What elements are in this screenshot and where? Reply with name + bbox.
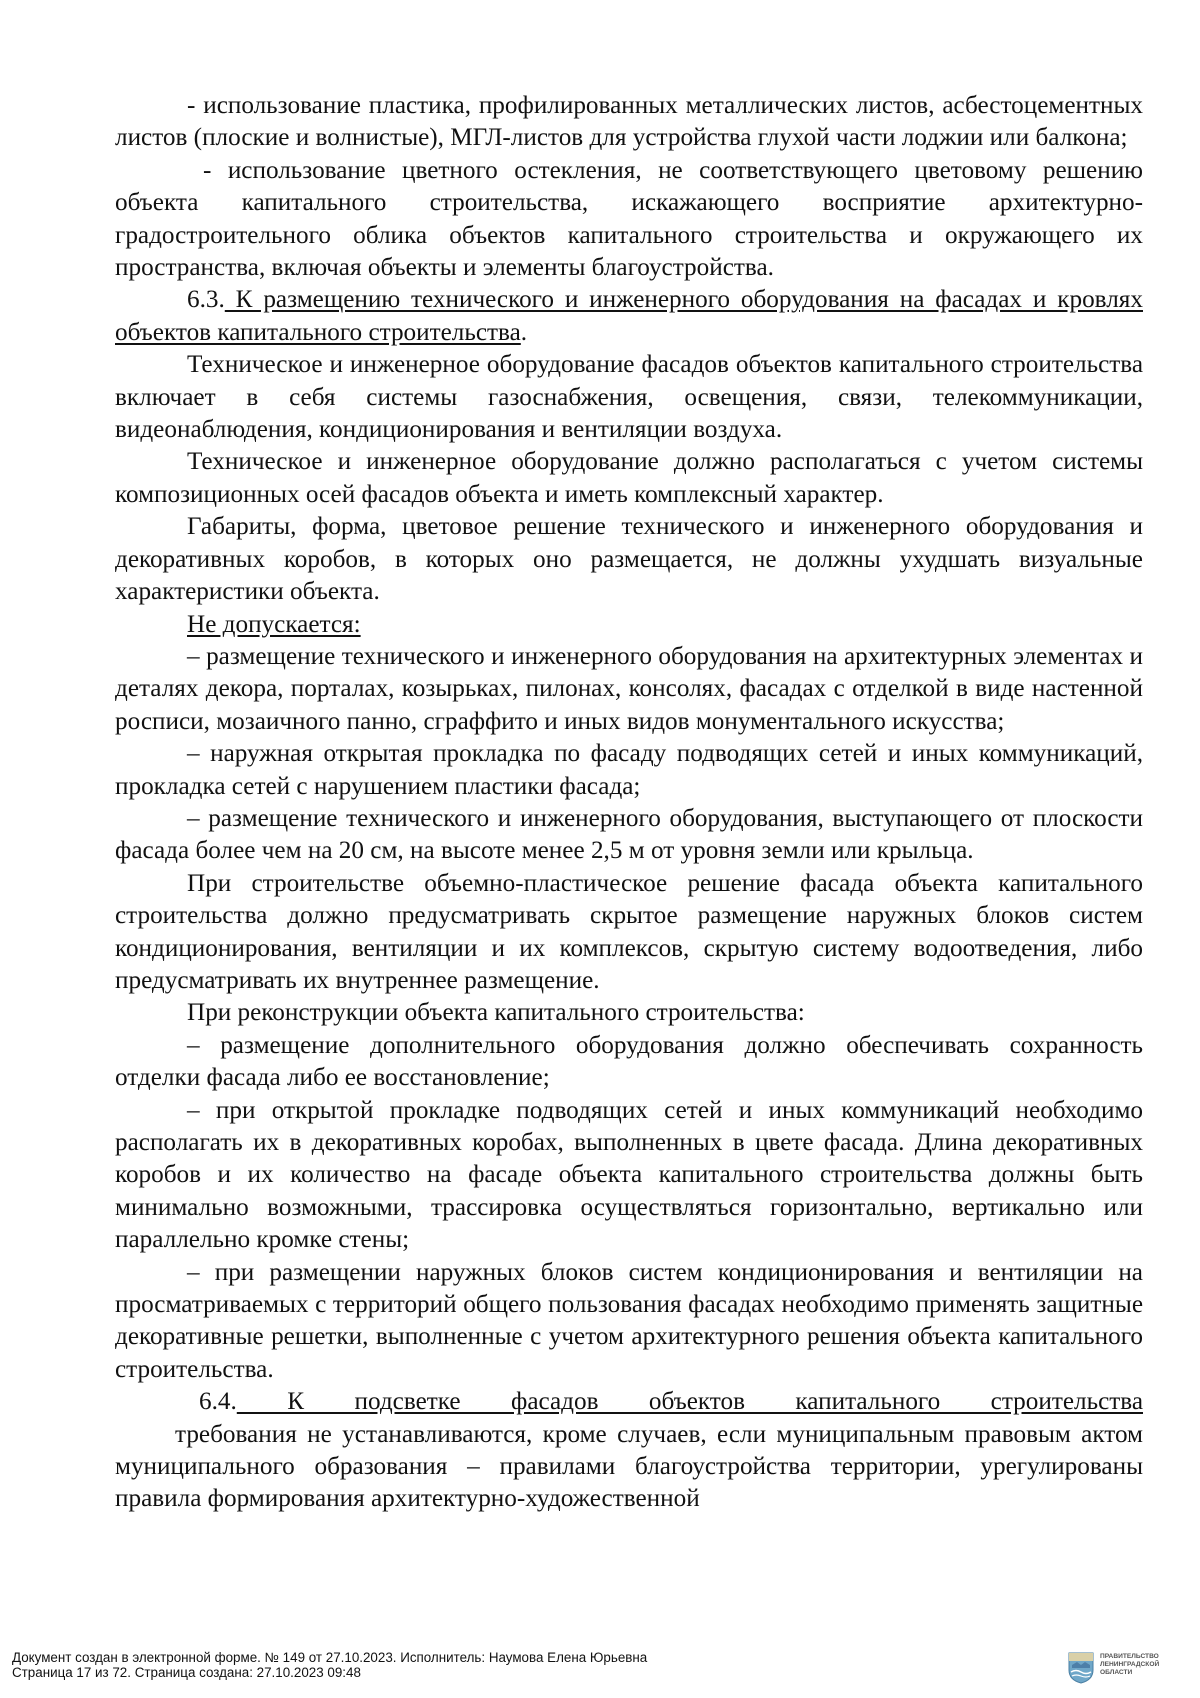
list-item-additional-equipment: – размещение дополнительного оборудования должно обеспечивать сохранность отделки фасада либо ее восстановление; [115,1031,1143,1092]
paragraph-dimensions: Габариты, форма, цветовое решение технического и инженерного оборудования и декоративных коробов, в которых оно размещается, не должны ухудшать визуальные характеристики объекта. [115,513,1143,606]
list-item-protective-grilles: – при размещении наружных блоков систем кондиционирования и вентиляции на просматриваемых с территорий общего пользования фасадах необходимо применять защитные декоративные решетки, выполненные с учетом архитектурного решения объекта капитального строительства. [115,1258,1143,1383]
paragraph-colored-glazing: - использование цветного остекления, не соответствующего цветовому решению объекта капитального строительства, искажающего восприятие архитектурно-градостроительного облика объектов капитального строительства и окружающего их пространства, включая объекты и элементы благоустройства. [115,156,1143,282]
logo-text-line: ПРАВИТЕЛЬСТВО [1100,1653,1159,1660]
section-title-end: . [520,318,528,346]
coat-of-arms-icon [1068,1652,1094,1684]
paragraph-equipment-placement: Техническое и инженерное оборудование должно располагаться с учетом системы композиционных осей фасадов объекта и иметь комплексный характер. [115,448,1143,508]
government-logo-text [1100,1653,1159,1677]
section-6-3-heading [115,284,1143,349]
list-item-decor: – размещение технического и инженерного оборудования на архитектурных элементах и деталях декора, порталах, козырьках, пилонах, консолях, фасадах с отделкой в виде настенной росписи, мозаичного панно, сграффито и иных видов монументального искусства; [115,642,1143,735]
footer-document-info: Документ создан в электронной форме. № 149 от 27.10.2023. Исполнитель: Наумова Елена Юрьевна [12,1650,648,1665]
paragraph-plastic: - использование пластика, профилированных металлических листов, асбестоцементных листов (плоские и волнистые), МГЛ-листов для устройства глухой части лоджии или балкона; [115,92,1143,152]
document-footer [12,1651,647,1680]
not-allowed-heading [115,609,1143,641]
paragraph-lighting: требования не устанавливаются, кроме случаев, если муниципальным правовым актом муниципального образования – правилами благоустройства территории, урегулированы правила формирования архитектурно-художественной [115,1420,1143,1513]
paragraph-construction: При строительстве объемно-пластическое решение фасада объекта капитального строительства должно предусматривать скрытое размещение наружных блоков систем кондиционирования, вентиляции и их комплексов, скрытую систему водоотведения, либо предусматривать их внутреннее размещение. [115,869,1143,994]
list-item-decorative-boxes: – при открытой прокладке подводящих сетей и иных коммуникаций необходимо располагать их в декоративных коробах, выполненных в цвете фасада. Длина декоративных коробов и их количество на фасаде объекта капитального строительства должны быть минимально возможными, трассировка осуществляться горизонтально, вертикально или параллельно кромке стены; [115,1096,1143,1254]
paragraph-equipment-systems: Техническое и инженерное оборудование фасадов объектов капитального строительства включает в себя системы газоснабжения, освещения, связи, телекоммуникации, видеонаблюдения, кондиционирования и вентиляции воздуха. [115,351,1143,444]
document-body [115,90,1143,1516]
section-number: 6.4. [199,1388,237,1416]
section-6-4-heading [115,1386,1143,1418]
paragraph-reconstruction: При реконструкции объекта капитального строительства: [187,999,805,1027]
logo-text-line: ЛЕНИНГРАДСКОЙ [1100,1661,1160,1668]
section-number: 6.3. [187,286,225,314]
list-item-protrusion: – размещение технического и инженерного оборудования, выступающего от плоскости фасада более чем на 20 см, на высоте менее 2,5 м от уровня земли или крыльца. [115,804,1143,865]
footer-page-info: Страница 17 из 72. Страница создана: 27.10.2023 09:48 [12,1664,361,1680]
list-item-open-routing: – наружная открытая прокладка по фасаду подводящих сетей и иных коммуникаций, прокладка сетей с нарушением пластики фасада; [115,740,1143,800]
section-title: К подсветке фасадов объектов капитального строительства [236,1388,1143,1416]
not-allowed-label: Не допускается: [187,610,361,638]
section-title: К размещению технического и инженерного оборудования на фасадах и кровлях объектов капитального строительства [115,286,1143,346]
logo-text-line: ОБЛАСТИ [1100,1669,1133,1676]
